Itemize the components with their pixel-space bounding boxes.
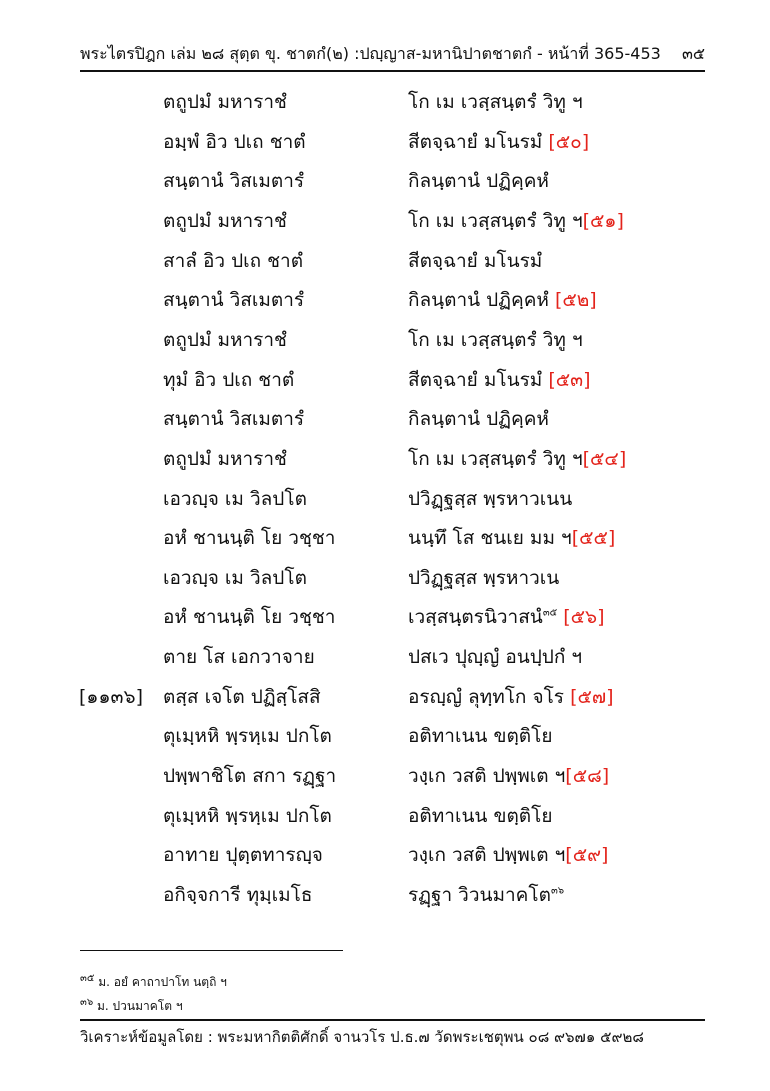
verse-row (0, 280, 770, 320)
verse-line-a: ทุมํ อิว ปเถ ชาตํ (163, 368, 295, 391)
verse-line-b-text: ปวิฏฺฐสฺส พฺรหาวเน (408, 566, 560, 589)
verse-line-b-text: โก เม เวสฺสนฺตรํ วิทู ฯ (408, 447, 583, 470)
footnote-reference: ๓๖ (550, 885, 565, 897)
verse-number-marker: [๕๔] (582, 447, 627, 470)
verse-line-b-text: สีตจฺฉายํ มโนรมํ (408, 249, 543, 272)
verse-line-a: ตุเมฺหหิ พฺรหฺเม ปกโต (163, 725, 332, 748)
verse-line-a: อหํ ชานนฺติ โย วชฺชา (163, 527, 336, 550)
footnote-text: ม. ปวนมาคโต ฯ (93, 999, 183, 1013)
verse-line-b-text: นนฺทึ โส ชนเย มม ฯ (408, 527, 572, 550)
verse-line-b (408, 399, 549, 439)
verse-number-marker: [๕๙] (565, 844, 609, 867)
verse-line-b (408, 360, 591, 400)
verse-line-b (408, 677, 614, 717)
verse-line-a: เอวญฺจ เม วิลปโต (163, 566, 307, 589)
verse-line-b-text: โก เม เวสฺสนฺตรํ วิทู ฯ (408, 209, 583, 232)
verse-number-marker: [๕๓] (548, 368, 591, 391)
verse-line-b-text: กิลนฺตานํ ปฏิคฺคหํ (408, 289, 555, 312)
verse-line-b (408, 637, 582, 677)
footnote-number: ๓๖ (80, 997, 94, 1008)
verse-line-a: ตสฺส เจโต ปฏิสฺโสสิ (163, 685, 321, 708)
footnote-number: ๓๕ (80, 973, 95, 984)
verse-line-b (408, 201, 624, 241)
verse-line-b (408, 756, 609, 796)
verse-line-a: ตุเมฺหหิ พฺรหฺเม ปกโต (163, 804, 332, 827)
verse-line-a: สนฺตานํ วิสเมตารํ (163, 408, 305, 431)
verse-line-b (408, 558, 559, 598)
verse-line-a: ตาย โส เอกวาจาย (163, 646, 315, 669)
verse-row (0, 320, 770, 360)
verse-line-a: อมฺพํ อิว ปเถ ชาตํ (163, 130, 306, 153)
verse-row (0, 360, 770, 400)
verse-line-b-text: ปวิฏฺฐสฺส พฺรหาวเนน (408, 487, 573, 510)
verse-row (0, 796, 770, 836)
verse-line-b-text: กิลนฺตานํ ปฏิคฺคหํ (408, 170, 549, 193)
verse-line-b (408, 796, 552, 836)
verse-line-a: อาทาย ปุตฺตทารญฺจ (163, 844, 323, 867)
footer-divider (80, 1019, 705, 1021)
footnote-divider (80, 950, 343, 951)
verse-row (0, 637, 770, 677)
verse-number-marker: [๕๒] (554, 289, 597, 312)
verse-line-a: ตถูปมํ มหาราชํ (163, 91, 287, 113)
verse-line-b-text: กิลนฺตานํ ปฏิคฺคหํ (408, 408, 549, 431)
verse-line-b-text: สีตจฺฉายํ มโนรมํ (408, 130, 549, 153)
footnote (80, 973, 227, 991)
verse-row (0, 835, 770, 875)
verse-row (0, 161, 770, 201)
verse-line-a: สนฺตานํ วิสเมตารํ (163, 170, 305, 193)
page-number: ๓๕ (681, 44, 705, 63)
verse-line-b (408, 161, 549, 201)
verse-number-marker: [๕๐] (548, 130, 590, 153)
verse-reference: [๑๑๓๖] (79, 685, 143, 708)
verse-row (0, 479, 770, 519)
verse-line-b-text: ปสเว ปุญฺญํ อนปฺปกํ ฯ (408, 646, 583, 669)
verse-line-a: ตถูปมํ มหาราชํ (163, 328, 287, 351)
verse-row (0, 558, 770, 598)
verse-line-b (408, 82, 583, 122)
verse-line-b-text: โก เม เวสฺสนฺตรํ วิทู ฯ (408, 328, 583, 351)
footnote (80, 997, 183, 1015)
verse-row (0, 82, 770, 122)
verse-line-b (408, 597, 605, 637)
verse-line-b-text: โก เม เวสฺสนฺตรํ วิทู ฯ (408, 91, 583, 113)
verse-line-a: สาลํ อิว ปเถ ชาตํ (163, 249, 304, 272)
verse-line-b (408, 122, 589, 162)
verse-line-b (408, 439, 626, 479)
footnote-reference: ๓๕ (542, 608, 558, 620)
verse-line-b-text: วงฺเก วสติ ปพฺพเต ฯ (408, 844, 566, 867)
verse-line-b-text: เวสฺสนฺตรนิวาสนํ (408, 606, 543, 629)
verse-row (0, 518, 770, 558)
verse-line-b-text: วงฺเก วสติ ปพฺพเต ฯ (408, 765, 566, 788)
verse-line-a: อหํ ชานนฺติ โย วชฺชา (163, 606, 336, 629)
verse-row (0, 241, 770, 281)
verse-line-b (408, 835, 608, 875)
verse-row (0, 201, 770, 241)
verse-line-b-text: รฏฺฐา วิวนมาคโต (408, 884, 551, 906)
verse-line-a: สนฺตานํ วิสเมตารํ (163, 289, 305, 312)
verse-row (0, 716, 770, 756)
verse-number-marker: [๕๕] (571, 527, 616, 550)
verse-number-marker: [๕๗] (570, 685, 614, 708)
verse-line-b (408, 875, 564, 915)
footer-credit: วิเคราะห์ข้อมูลโดย : พระมหากิตติศักดิ์ จานวโร ป.ธ.๗ วัดพระเชตุพน ๐๘ ๙๖๗๑ ๕๙๒๘ (80, 1028, 644, 1046)
verse-line-a: เอวญฺจ เม วิลปโต (163, 487, 307, 510)
verse-row (0, 677, 770, 717)
verse-line-b-text: อรญฺญํ ลุทฺทโก จโร (408, 685, 571, 708)
verse-line-b (408, 241, 542, 281)
verse-line-a: ปพฺพาชิโต สกา รฏฺฐา (163, 765, 337, 788)
verse-row (0, 439, 770, 479)
verse-line-a: ตถูปมํ มหาราชํ (163, 209, 287, 232)
verse-line-b-text: อติทาเนน ขตฺติโย (408, 725, 553, 748)
verse-number-marker: [๕๖] (557, 606, 605, 629)
verse-line-b (408, 320, 583, 360)
verse-line-a: อกิจฺจการี ทุมฺเมโธ (163, 884, 313, 906)
verse-line-b (408, 479, 572, 519)
verse-row (0, 756, 770, 796)
footnote-text: ม. อยํ คาถาปาโท นตฺถิ ฯ (94, 975, 227, 989)
verse-line-b (408, 280, 597, 320)
verse-line-a: ตถูปมํ มหาราชํ (163, 447, 287, 470)
verse-row (0, 399, 770, 439)
header-title: พระไตรปิฎก เล่ม ๒๘ สุตฺต ขุ. ชาตกํ(๒) :ปญฺญาส-มหานิปาตชาตกํ - หน้าที่ 365-453 (80, 44, 661, 63)
verse-line-b-text: สีตจฺฉายํ มโนรมํ (408, 368, 549, 391)
verse-row (0, 875, 770, 915)
verse-row (0, 597, 770, 637)
verse-line-b-text: อติทาเนน ขตฺติโย (408, 804, 553, 827)
verse-number-marker: [๕๘] (565, 765, 610, 788)
verse-line-b (408, 518, 615, 558)
verse-row (0, 122, 770, 162)
verse-line-b (408, 716, 552, 756)
verse-number-marker: [๕๑] (582, 209, 624, 232)
